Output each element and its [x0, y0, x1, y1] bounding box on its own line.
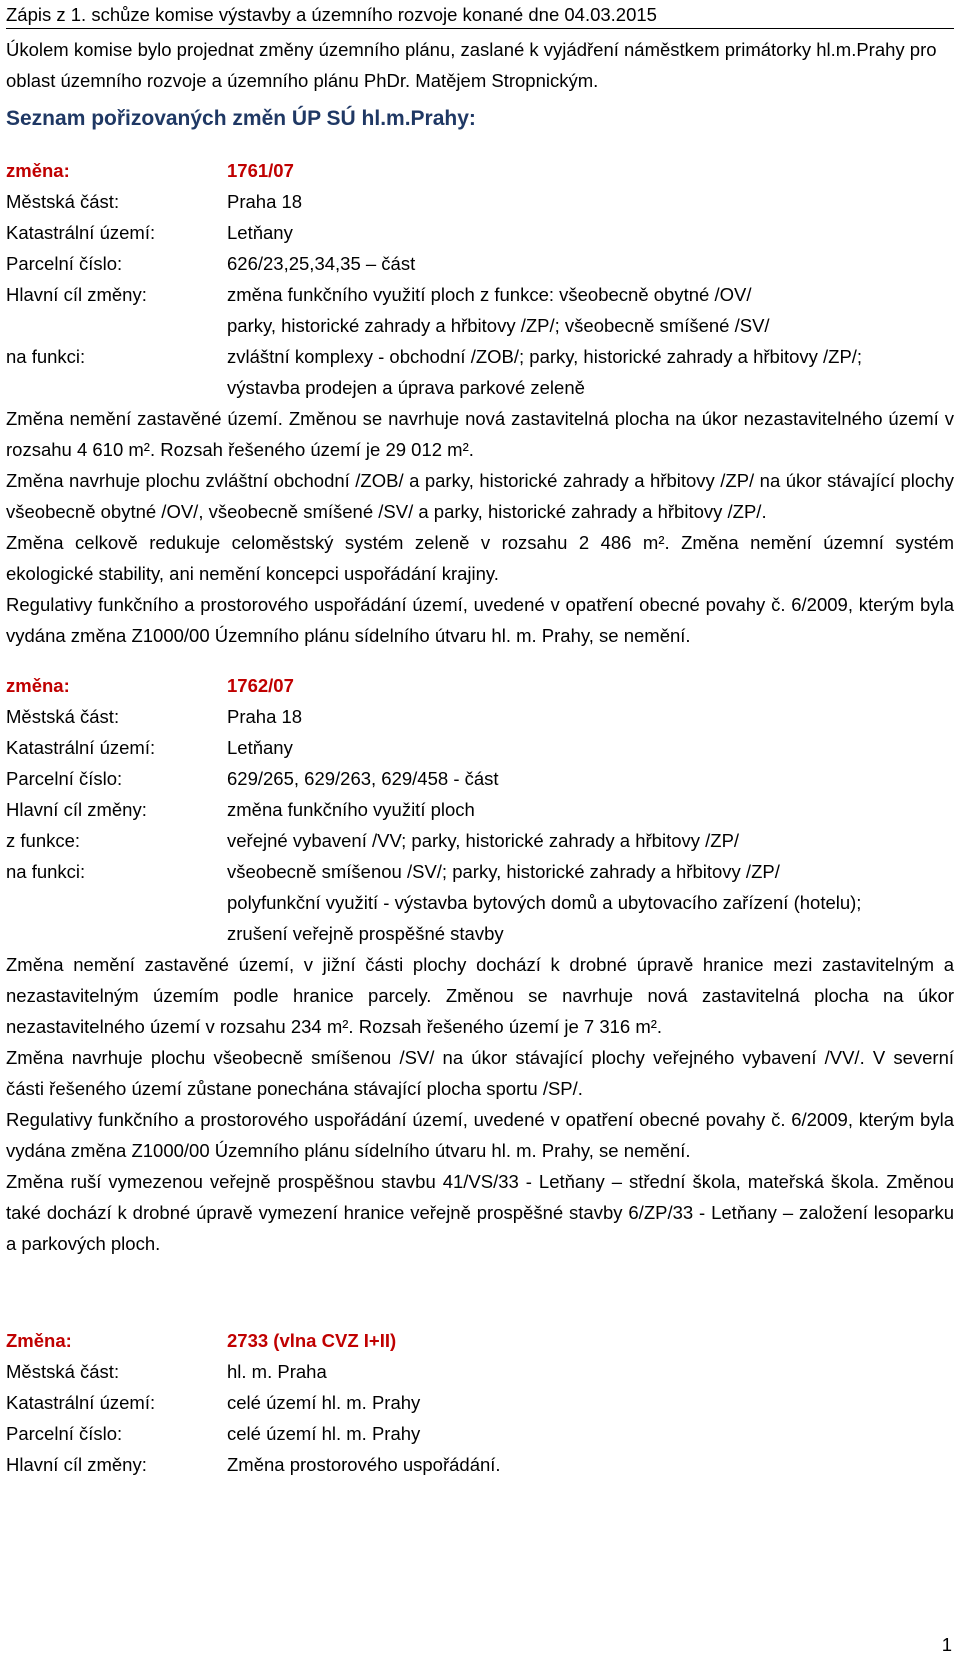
field-label	[6, 372, 227, 403]
body-paragraph: Změna ruší vymezenou veřejně prospěšnou stavbu 41/VS/33 - Letňany – střední škola, mateřská škola. Změnou také dochází k drobné úpravě vymezení hranice veřejně prospěšné stavby 6/ZP/33 - Letňany – založení lesoparku a parkových ploch.	[6, 1171, 954, 1254]
change-header	[6, 670, 954, 701]
field-row	[6, 186, 954, 217]
field-row	[6, 732, 954, 763]
change-section-2733	[6, 1325, 954, 1480]
body-paragraph: Regulativy funkčního a prostorového uspořádání území, uvedené v opatření obecné povahy č. 6/2009, kterým byla vydána změna Z1000/00 Územního plánu sídelního útvaru hl. m. Prahy, se nemění.	[6, 594, 954, 646]
field-value: změna funkčního využití ploch z funkce: všeobecně obytné /OV/	[227, 284, 752, 305]
field-label: na funkci:	[6, 861, 86, 882]
field-row	[6, 763, 954, 794]
field-label: Městská část:	[6, 191, 120, 212]
field-row	[6, 887, 954, 918]
body-paragraph: Změna nemění zastavěné území, v jižní části plochy dochází k drobné úpravě hranice mezi zastavitelným a nezastavitelným územím podle hranice parcely. Změnou se navrhuje nová zastavitelná plocha na úkor nezastavitelného území v rozsahu 234 m². Rozsah řešeného území je 7 316 m².	[6, 954, 954, 1037]
field-label: Parcelní číslo:	[6, 1423, 123, 1444]
field-row	[6, 248, 954, 279]
field-value: Letňany	[227, 737, 293, 758]
change-label: změna:	[6, 675, 70, 696]
field-value: Změna prostorového uspořádání.	[227, 1454, 501, 1475]
field-label: na funkci:	[6, 346, 86, 367]
field-label: Hlavní cíl změny:	[6, 799, 147, 820]
field-row	[6, 701, 954, 732]
field-row	[6, 1356, 954, 1387]
field-value: zvláštní komplexy - obchodní /ZOB/; parky, historické zahrady a hřbitovy /ZP/;	[227, 346, 863, 367]
field-value: hl. m. Praha	[227, 1361, 327, 1382]
field-value: výstavba prodejen a úprava parkové zeleně	[227, 377, 585, 398]
field-label: z funkce:	[6, 830, 81, 851]
field-value: Praha 18	[227, 191, 303, 212]
field-row	[6, 1387, 954, 1418]
body-paragraph: Změna celkově redukuje celoměstský systém zeleně v rozsahu 2 486 m². Změna nemění územní systém ekologické stability, ani nemění koncepci uspořádání krajiny.	[6, 532, 954, 584]
field-label	[6, 310, 227, 341]
field-value: veřejné vybavení /VV; parky, historické zahrady a hřbitovy /ZP/	[227, 830, 740, 851]
page-header: Zápis z 1. schůze komise výstavby a územního rozvoje konané dne 04.03.2015	[6, 4, 954, 29]
field-value: zrušení veřejně prospěšné stavby	[227, 923, 504, 944]
field-label: Městská část:	[6, 706, 120, 727]
change-header	[6, 1325, 954, 1356]
change-header	[6, 155, 954, 186]
field-label	[6, 887, 227, 918]
page-number: 1	[941, 1634, 952, 1655]
field-label: Katastrální území:	[6, 1392, 156, 1413]
body-paragraph: Změna navrhuje plochu zvláštní obchodní /ZOB/ a parky, historické zahrady a hřbitovy /ZP/ na úkor stávající plochy všeobecně obytné /OV/, všeobecně smíšené /SV/ a parky, historické zahrady a hřbitovy /ZP/.	[6, 470, 954, 522]
field-row	[6, 1449, 954, 1480]
change-label: Změna:	[6, 1330, 72, 1351]
field-label	[6, 918, 227, 949]
field-value: polyfunkční využití - výstavba bytových domů a ubytovacího zařízení (hotelu);	[227, 892, 862, 913]
field-value: parky, historické zahrady a hřbitovy /ZP/; všeobecně smíšené /SV/	[227, 315, 770, 336]
field-label: Hlavní cíl změny:	[6, 284, 147, 305]
intro-paragraph: Úkolem komise bylo projednat změny územního plánu, zaslané k vyjádření náměstkem primátorky hl.m.Prahy pro oblast územního rozvoje a územního plánu PhDr. Matějem Stropnickým.	[6, 39, 937, 91]
field-row	[6, 279, 954, 310]
field-row	[6, 217, 954, 248]
field-label: Parcelní číslo:	[6, 253, 123, 274]
field-row	[6, 825, 954, 856]
field-row	[6, 1418, 954, 1449]
field-label: Parcelní číslo:	[6, 768, 123, 789]
change-number: 1762/07	[227, 675, 294, 696]
field-value: celé území hl. m. Prahy	[227, 1392, 421, 1413]
change-number: 2733 (vlna CVZ I+II)	[227, 1330, 397, 1351]
field-value: změna funkčního využití ploch	[227, 799, 475, 820]
field-row	[6, 341, 954, 372]
field-value: 629/265, 629/263, 629/458 - část	[227, 768, 499, 789]
field-value: celé území hl. m. Prahy	[227, 1423, 421, 1444]
field-row	[6, 372, 954, 403]
field-row	[6, 856, 954, 887]
field-value: Praha 18	[227, 706, 303, 727]
field-label: Katastrální území:	[6, 222, 156, 243]
body-paragraph: Regulativy funkčního a prostorového uspořádání území, uvedené v opatření obecné povahy č. 6/2009, kterým byla vydána změna Z1000/00 Územního plánu sídelního útvaru hl. m. Prahy, se nemění.	[6, 1109, 954, 1161]
field-label: Městská část:	[6, 1361, 120, 1382]
change-label: změna:	[6, 160, 70, 181]
change-section-1762	[6, 670, 954, 1259]
field-row	[6, 310, 954, 341]
list-title: Seznam pořizovaných změn ÚP SÚ hl.m.Prahy:	[6, 107, 476, 130]
field-row	[6, 918, 954, 949]
field-label: Hlavní cíl změny:	[6, 1454, 147, 1475]
field-label: Katastrální území:	[6, 737, 156, 758]
field-row	[6, 794, 954, 825]
change-number: 1761/07	[227, 160, 294, 181]
field-value: všeobecně smíšenou /SV/; parky, historické zahrady a hřbitovy /ZP/	[227, 861, 780, 882]
field-value: 626/23,25,34,35 – část	[227, 253, 416, 274]
body-paragraph: Změna nemění zastavěné území. Změnou se navrhuje nová zastavitelná plocha na úkor nezastavitelného území v rozsahu 4 610 m². Rozsah řešeného území je 29 012 m².	[6, 408, 954, 460]
change-section-1761	[6, 155, 954, 651]
body-paragraph: Změna navrhuje plochu všeobecně smíšenou /SV/ na úkor stávající plochy veřejného vybavení /VV/. V severní části řešeného území zůstane ponechána stávající plocha sportu /SP/.	[6, 1047, 954, 1099]
field-value: Letňany	[227, 222, 293, 243]
